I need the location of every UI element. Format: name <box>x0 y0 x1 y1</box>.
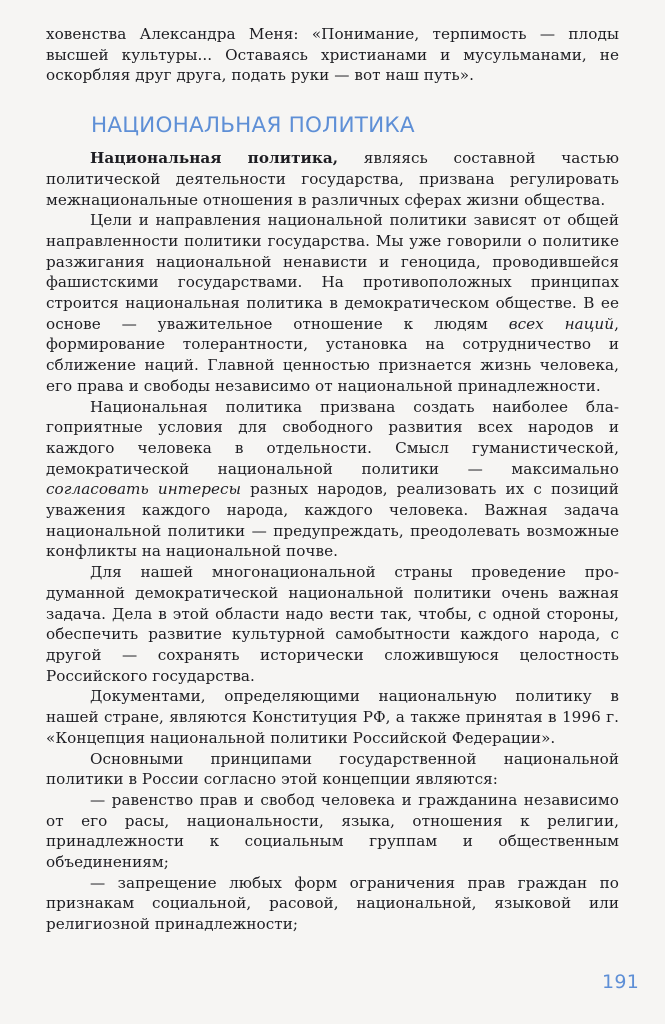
paragraph-text: являясь составной частью политической деятельности государства, призвана регулировать межнациональные отношения в различных сферах жизни общества. <box>46 149 619 209</box>
paragraph-purpose <box>46 397 619 563</box>
list-item-equality: — равенство прав и свобод человека и гражданина независимо от его расы, национальности, языка, отношения к религии, принадлежности к социальным группам и общественным объединениям; <box>46 790 619 872</box>
paragraph-documents: Документами, определяющими национальную политику в нашей стране, являются Конституция РФ, а также принятая в 1996 г. «Концепция национальной политики Российской Федерации». <box>46 687 619 747</box>
paragraph-text: Национальная политика призвана создать наиболее благоприятные условия для свободного развития всех народов и каждого человека в отдельности. Смысл гуманистической, демократической национальной политики — максимально <box>46 397 619 478</box>
paragraph-text: , формирование толерантности, установка на сотрудничество и сближение наций. Главной ценностью признается жизнь человека, его права и свободы независимо от национальной принадлежности. <box>46 314 619 395</box>
term-national-policy: Национальная политика, <box>90 149 339 168</box>
paragraph-definition <box>46 148 619 210</box>
emphasis-reconcile-interests: согласовать интересы <box>46 480 242 499</box>
page-number: 191 <box>602 971 640 993</box>
list-item-prohibition: — запрещение любых форм ограничения прав граждан по признакам социальной, расовой, национальной, языковой или религиозной принадлежности; <box>46 873 619 934</box>
paragraph-text: Цели и направления национальной политики зависят от общей направленности политики государства. Мы уже говорили о политике разжигания национальной ненависти и геноцида, проводившейся фашистскими государствами. На противоположных принципах строится национальная политика в демократическом обществе. В ее основе — уважительное отношение к людям <box>46 211 619 333</box>
paragraph-multinational-country: Для нашей многонациональной страны проведение продуманной демократической национальной политики очень важная задача. Дела в этой области надо вести так, чтобы, с одной стороны, обеспечить развитие культурной самобытности каждого народа, с другой — сохранять исторически сложившуюся целостность Российского государства. <box>46 563 619 685</box>
section-heading: НАЦИОНАЛЬНАЯ ПОЛИТИКА <box>91 113 415 139</box>
page-body <box>46 24 619 935</box>
emphasis-all-nations: всех наций <box>508 314 615 333</box>
paragraph-principles-intro: Основными принципами государственной национальной политики в России согласно этой концепции являются: <box>46 749 619 789</box>
intro-paragraph: ховенства Александра Меня: «Понимание, терпимость — плоды высшей культуры... Оставаясь христианами и мусульманами, не оскорбляя друг друга, подать руки — вот наш путь». <box>46 25 619 85</box>
paragraph-goals <box>46 210 619 396</box>
paragraph-text: разных народов, реализовать их с позиций уважения каждого народа, каждого человека. Важная задача национальной политики — предупреждать, преодолевать возможные конфликты на национальной почве. <box>46 480 619 561</box>
